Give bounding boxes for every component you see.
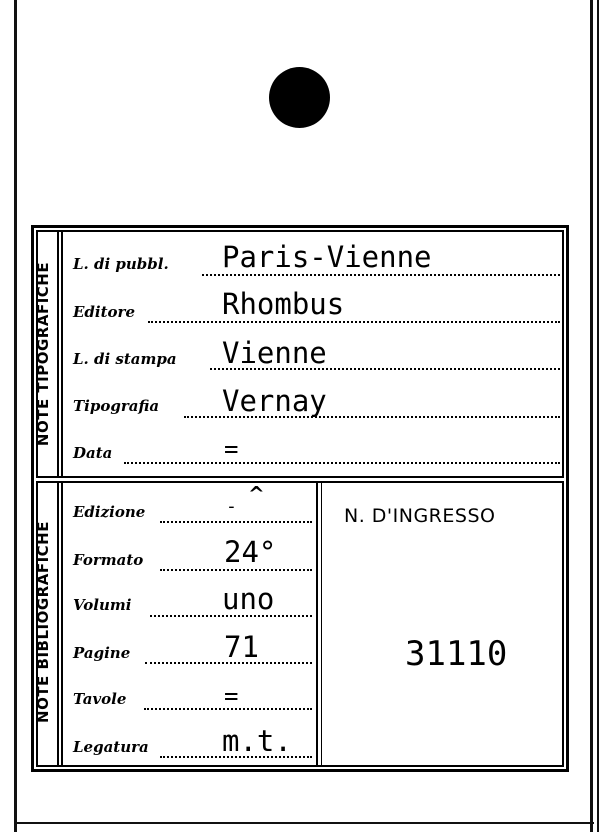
label-luogo-stampa: L. di stampa <box>73 350 177 368</box>
value-volumi: uno <box>222 582 275 616</box>
value-tipografia: Vernay <box>222 384 327 418</box>
punch-hole <box>269 67 330 128</box>
value-pagine: 71 <box>224 630 259 664</box>
card-edge-right-outer <box>597 0 599 832</box>
label-editore: Editore <box>73 303 135 321</box>
dots-luogo-pubblicazione <box>202 274 560 276</box>
card-edge-right <box>590 0 593 832</box>
label-tavole: Tavole <box>73 690 127 708</box>
value-luogo-stampa: Vienne <box>222 336 327 370</box>
dots-edizione <box>160 521 312 523</box>
dots-editore <box>148 321 560 323</box>
dots-formato <box>160 569 312 571</box>
section-label-tipografiche: NOTE TIPOGRAFICHE <box>34 261 52 447</box>
sidebar-divider-bottom <box>57 481 63 767</box>
value-luogo-pubblicazione: Paris-Vienne <box>222 240 432 274</box>
column-divider <box>316 483 322 766</box>
label-luogo-pubblicazione: L. di pubbl. <box>73 255 169 273</box>
card-bottom-edge <box>14 822 594 824</box>
value-tavole: = <box>224 682 239 710</box>
label-formato: Formato <box>73 551 144 569</box>
label-tipografia: Tipografia <box>73 397 160 415</box>
label-volumi: Volumi <box>73 596 132 614</box>
value-edizione: - <box>226 496 237 517</box>
card-edge-left <box>14 0 17 832</box>
section-label-bibliografiche: NOTE BIBLIOGRAFICHE <box>34 521 52 723</box>
caret-mark: ^ <box>248 482 265 506</box>
value-data: = <box>224 435 239 463</box>
value-legatura: m.t. <box>222 724 292 758</box>
label-pagine: Pagine <box>73 644 131 662</box>
label-data: Data <box>73 444 113 462</box>
ingresso-number: 31110 <box>405 634 508 674</box>
dots-data <box>124 462 560 464</box>
value-editore: Rhombus <box>222 287 345 321</box>
label-edizione: Edizione <box>73 503 146 521</box>
ingresso-label: N. D'INGRESSO <box>344 505 496 527</box>
label-legatura: Legatura <box>73 738 149 756</box>
value-formato: 24° <box>224 535 277 569</box>
sidebar-divider-top <box>57 230 63 478</box>
